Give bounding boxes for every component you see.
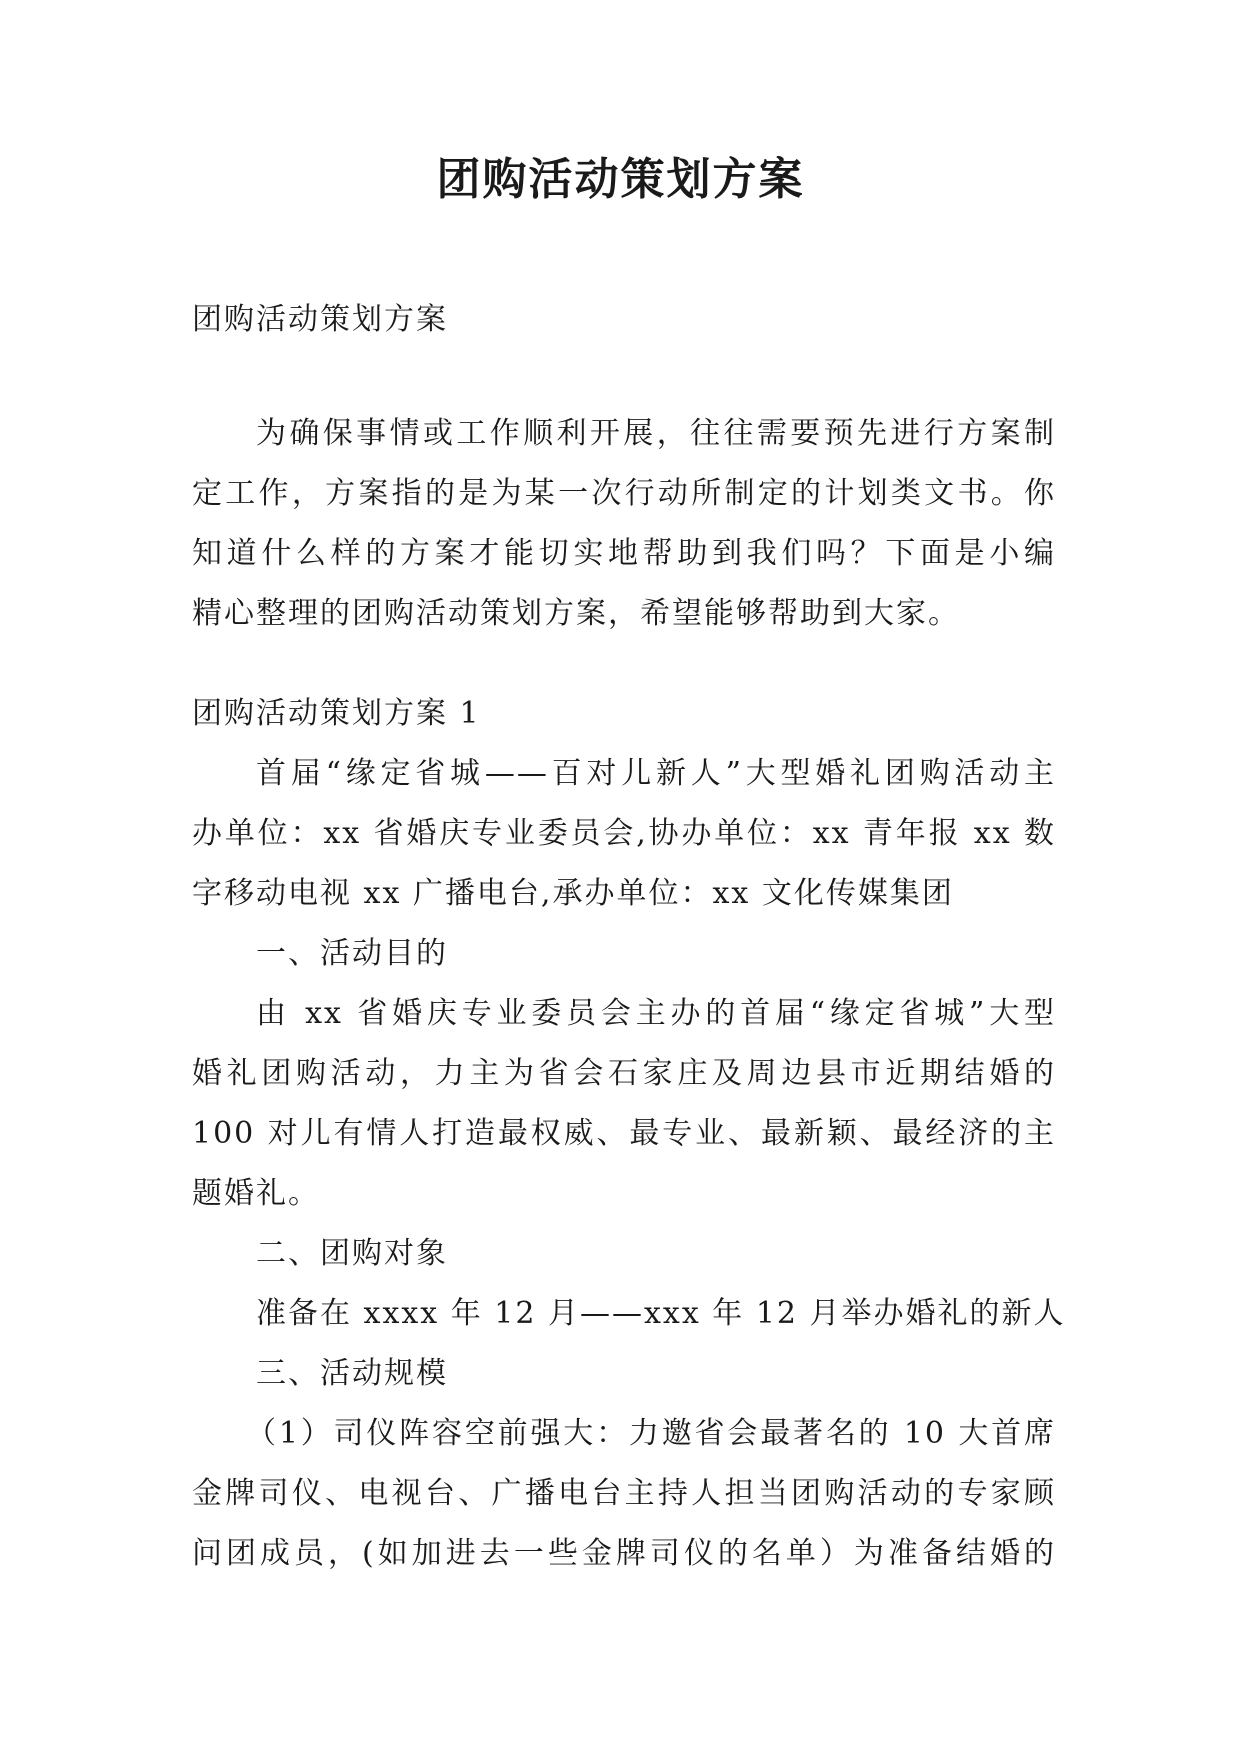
purpose-paragraph: [192, 984, 1056, 1224]
paragraph-line: 100 对儿有情人打造最权威、最专业、最新颖、最经济的主: [192, 1116, 1056, 1151]
paragraph-line: 婚礼团购活动，力主为省会石家庄及周边县市近期结婚的: [192, 1056, 1056, 1091]
paragraph-line: 办单位：xx 省婚庆专业委员会,协办单位：xx 青年报 xx 数: [192, 816, 1056, 851]
heading-target: 二、团购对象: [256, 1236, 448, 1271]
paragraph-line: 题婚礼。: [192, 1176, 320, 1211]
paragraph-line: 字移动电视 xx 广播电台,承办单位：xx 文化传媒集团: [192, 876, 954, 911]
paragraph-line: 问团成员，(如加进去一些金牌司仪的名单）为准备结婚的: [192, 1536, 1056, 1571]
section1-intro-paragraph: [192, 744, 1056, 924]
paragraph-line: （1）司仪阵容空前强大：力邀省会最著名的 10 大首席: [246, 1416, 1056, 1451]
paragraph-line: 定工作，方案指的是为某一次行动所制定的计划类文书。你: [192, 476, 1056, 511]
paragraph-line: 精心整理的团购活动策划方案，希望能够帮助到大家。: [192, 596, 960, 631]
heading-purpose: 一、活动目的: [256, 936, 448, 971]
paragraph-line: 金牌司仪、电视台、广播电台主持人担当团购活动的专家顾: [192, 1476, 1056, 1511]
spacer: [192, 350, 1056, 404]
scale-paragraph: [192, 1404, 1056, 1584]
document-title: 团购活动策划方案: [436, 154, 805, 205]
paragraph-line: 为确保事情或工作顺利开展，往往需要预先进行方案制: [256, 416, 1056, 451]
subtitle: 团购活动策划方案: [192, 302, 448, 337]
intro-paragraph: [192, 404, 1056, 644]
paragraph-line: 由 xx 省婚庆专业委员会主办的首届“缘定省城”大型: [256, 996, 1056, 1031]
section-heading: 团购活动策划方案 1: [192, 696, 481, 731]
spacer: [192, 644, 1056, 684]
heading-scale: 三、活动规模: [256, 1356, 448, 1391]
document-body: [192, 290, 1066, 1584]
paragraph-line: 知道什么样的方案才能切实地帮助到我们吗？下面是小编: [192, 536, 1056, 571]
paragraph-line: 首届“缘定省城——百对儿新人”大型婚礼团购活动主: [256, 756, 1056, 791]
target-line: 准备在 xxxx 年 12 月——xxx 年 12 月举办婚礼的新人: [256, 1296, 1066, 1331]
